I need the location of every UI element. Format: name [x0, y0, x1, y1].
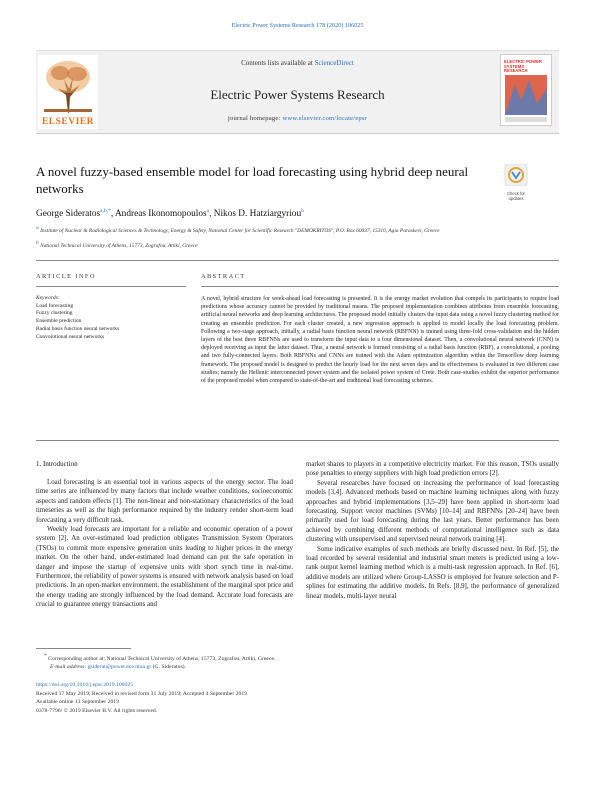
homepage-prefix: journal homepage:	[227, 115, 283, 122]
author-affiliation-marker[interactable]: a,b,*	[100, 208, 111, 214]
received-dates: Received 17 May 2019; Received in revised form 31 July 2019; Accepted 4 September 2019	[36, 690, 248, 697]
journal-citation-line[interactable]: Electric Power Systems Research 178 (2020) 106025	[231, 22, 364, 29]
keyword: Fuzzy clustering	[36, 310, 73, 317]
divider	[36, 440, 559, 441]
crossmark-badge[interactable]	[502, 164, 530, 201]
affiliation-marker: a	[36, 225, 39, 231]
doi-link[interactable]: https://doi.org/10.1016/j.epsr.2019.106025	[36, 682, 134, 688]
author-affiliation-marker[interactable]: b	[301, 208, 304, 214]
email-label: E-mail address:	[50, 664, 88, 671]
crossmark-icon	[502, 164, 530, 186]
journal-header	[36, 50, 559, 134]
author-separator: ,	[209, 209, 214, 220]
homepage-link[interactable]: www.elsevier.com/locate/epsr	[282, 115, 368, 122]
corresponding-text: Corresponding author at: National Technical University of Athens, 15773, Zografou, Attiki, Greece.	[48, 655, 276, 662]
author-separator: ,	[110, 209, 115, 220]
author-name[interactable]: Andreas Ikonomopoulos	[114, 209, 207, 220]
paragraph: market shares to players in a competitive electricity market. For this reason, TSOs usually pose penalties to energy suppliers with high load prediction errors [2].	[306, 461, 559, 478]
copyright-notice: 0378-7796/ © 2019 Elsevier B.V. All rights reserved.	[36, 707, 158, 714]
article-title: A novel fuzzy-based ensemble model for load forecasting using hybrid deep neural networks	[36, 164, 469, 196]
keywords-label: Keywords:	[36, 295, 60, 301]
affiliation-b	[36, 240, 536, 250]
affiliation-text: Institute of Nuclear & Radiological Sciences & Technology, Energy & Safety, National Center for Scientific Research "DEMOKRITOS", P.O. Box 60037, 15310, Agia Paraskevi, Greece	[40, 227, 440, 234]
elsevier-wordmark: ELSEVIER	[41, 117, 95, 127]
journal-cover-thumbnail[interactable]	[500, 54, 552, 126]
journal-homepage-line	[36, 115, 559, 122]
author-list	[36, 208, 304, 219]
footnote-marker: *	[44, 653, 47, 659]
email-owner: (G. Sideratos).	[151, 664, 186, 671]
divider	[36, 260, 559, 261]
affiliation-marker: b	[36, 240, 39, 246]
email-line	[36, 663, 559, 672]
keyword: Load forecasting	[36, 302, 74, 309]
cover-title: ELECTRIC POWER SYSTEMS RESEARCH	[504, 59, 542, 74]
footnote-line	[36, 652, 559, 663]
divider	[201, 286, 559, 287]
keywords-list	[36, 295, 186, 341]
email-link[interactable]: gsiderat@power.ece.ntua.gr	[87, 664, 152, 671]
paragraph: Weekly load forecasts are important for a reliable and economic operation of a power system [2]. An over-estimated load prediction obligates Transmission System Operators (TSOs) to commit more expensive generation units leading to higher prices in the energy market. On the other hand, under-estimated load demand can put the safe operation in danger and impose the startup of expensive units with short synch time in real-time. Furthermore, the reliability of power systems is ensured with network analysis based on load predictions. In an open-market environment, the establishment of the marginal spot price and the energy trading are strongly influenced by the load demand. Accurate load forecasts are crucial to guarantee energy transactions and	[36, 526, 293, 609]
author-name[interactable]: Nikos D. Hatziargyriou	[213, 209, 302, 220]
author-name[interactable]: George Sideratos	[36, 209, 101, 220]
affiliation-text: National Technical University of Athens, 15773, Zografou, Attiki, Greece	[40, 242, 198, 249]
author-affiliation-marker[interactable]: a	[206, 208, 210, 214]
contents-available-line	[36, 59, 559, 67]
keyword: Radial basis function neural networks	[36, 325, 120, 332]
paragraph: Several researches have focused on increasing the performance of load forecasting models [3,4]. Advanced methods based on machine learning techniques along with fuzzy approaches and hybrid implementations [3,5–29] have been applied in short-term load forecasting. Support vector machines (SVMs) [10–14] and RBFNNs [20–24] have been primarily used for load forecasting during the last years. Better performance has been achieved by combining different methods of computational intelligence such as data clustering with unsupervised and supervised neural network training [4].	[306, 479, 559, 544]
contents-prefix: Contents lists available at	[241, 59, 315, 67]
keyword: Ensemble prediction	[36, 318, 82, 325]
keyword: Convolutional neural networks	[36, 333, 105, 340]
sciencedirect-link[interactable]: ScienceDirect	[314, 59, 354, 67]
footnote-divider	[36, 648, 131, 649]
paragraph: Load forecasting is an essential tool in various aspects of the energy sector. The load time series are influenced by many factors that include weather conditions, socioeconomic aspects and random effects [1]. The non-linear and non-stationary characteristics of the load timeseries as well as the high performance required by the industry render short-term load forecasting a very difficult task.	[36, 479, 293, 524]
corresponding-author-footnote	[36, 652, 559, 672]
article-history	[36, 681, 559, 715]
affiliation-a	[36, 225, 536, 235]
section-heading-introduction: 1. Introduction	[36, 460, 78, 468]
article-info-heading: ARTICLE INFO	[36, 273, 96, 280]
crossmark-label: Check for updates	[507, 191, 525, 201]
body-column-left	[36, 478, 293, 610]
abstract-body: A novel, hybrid structure for week-ahead load forecasting is presented. It is the energy market evolution that compels its participants to require load predictions whose accuracy cannot be provided by traditional means. The proposed implementation combines attributes from ensemble forecasting, artificial neural networks and deep learning architectures. The proposed model initially clusters the input data using a novel fuzzy clustering method for creating an ensemble prediction. For each cluster created, a new regression approach is applied to model locally the load forecasting problem. Following a two-stage approach, initially, a radial basis function neural network (RBFNN) is trained using three-fold cross-validation and the hidden layers of the best three RBFNNs are used to transform the input data to a four dimensional dataset. Then, a convolutional neural network (CNN) is deployed receiving as input the latter dataset. Thus, a neural network is formed consisting of a radial basis function (RBF), a convolutional, a pooling and two fully-connected layers. Both RBFNNs and CNNs are trained with the Adam optimization algorithm within the Tensorflow deep learning framework. The proposed model is designed to predict the hourly load for the next seven days and its effectiveness is evaluated in two different case studies; namely the Hellenic interconnected power system and the isolated power system of Crete. Both case-studies exhibit the superior performance of the proposed model when compared to state-of-the-art and traditional load forecasting schemes.	[201, 296, 559, 385]
abstract-heading: ABSTRACT	[201, 273, 246, 280]
paragraph: Some indicative examples of such methods are briefly discussed next. In Ref. [5], the load recorded by several residential and industrial smart meters is predicted using a low-rank output kernel learning method which is a multi-task regression approach. In Ref. [6], additive models are utilized where Group-LASSO is employed for feature selection and P-splines for estimating the additive models. In Refs. [8,9], the performance of generalized linear models, multi-layer neural	[306, 545, 559, 600]
divider	[36, 286, 186, 287]
journal-title: Electric Power Systems Research	[210, 87, 385, 102]
available-online: Available online 13 September 2019	[36, 699, 119, 705]
body-column-right	[306, 460, 559, 601]
